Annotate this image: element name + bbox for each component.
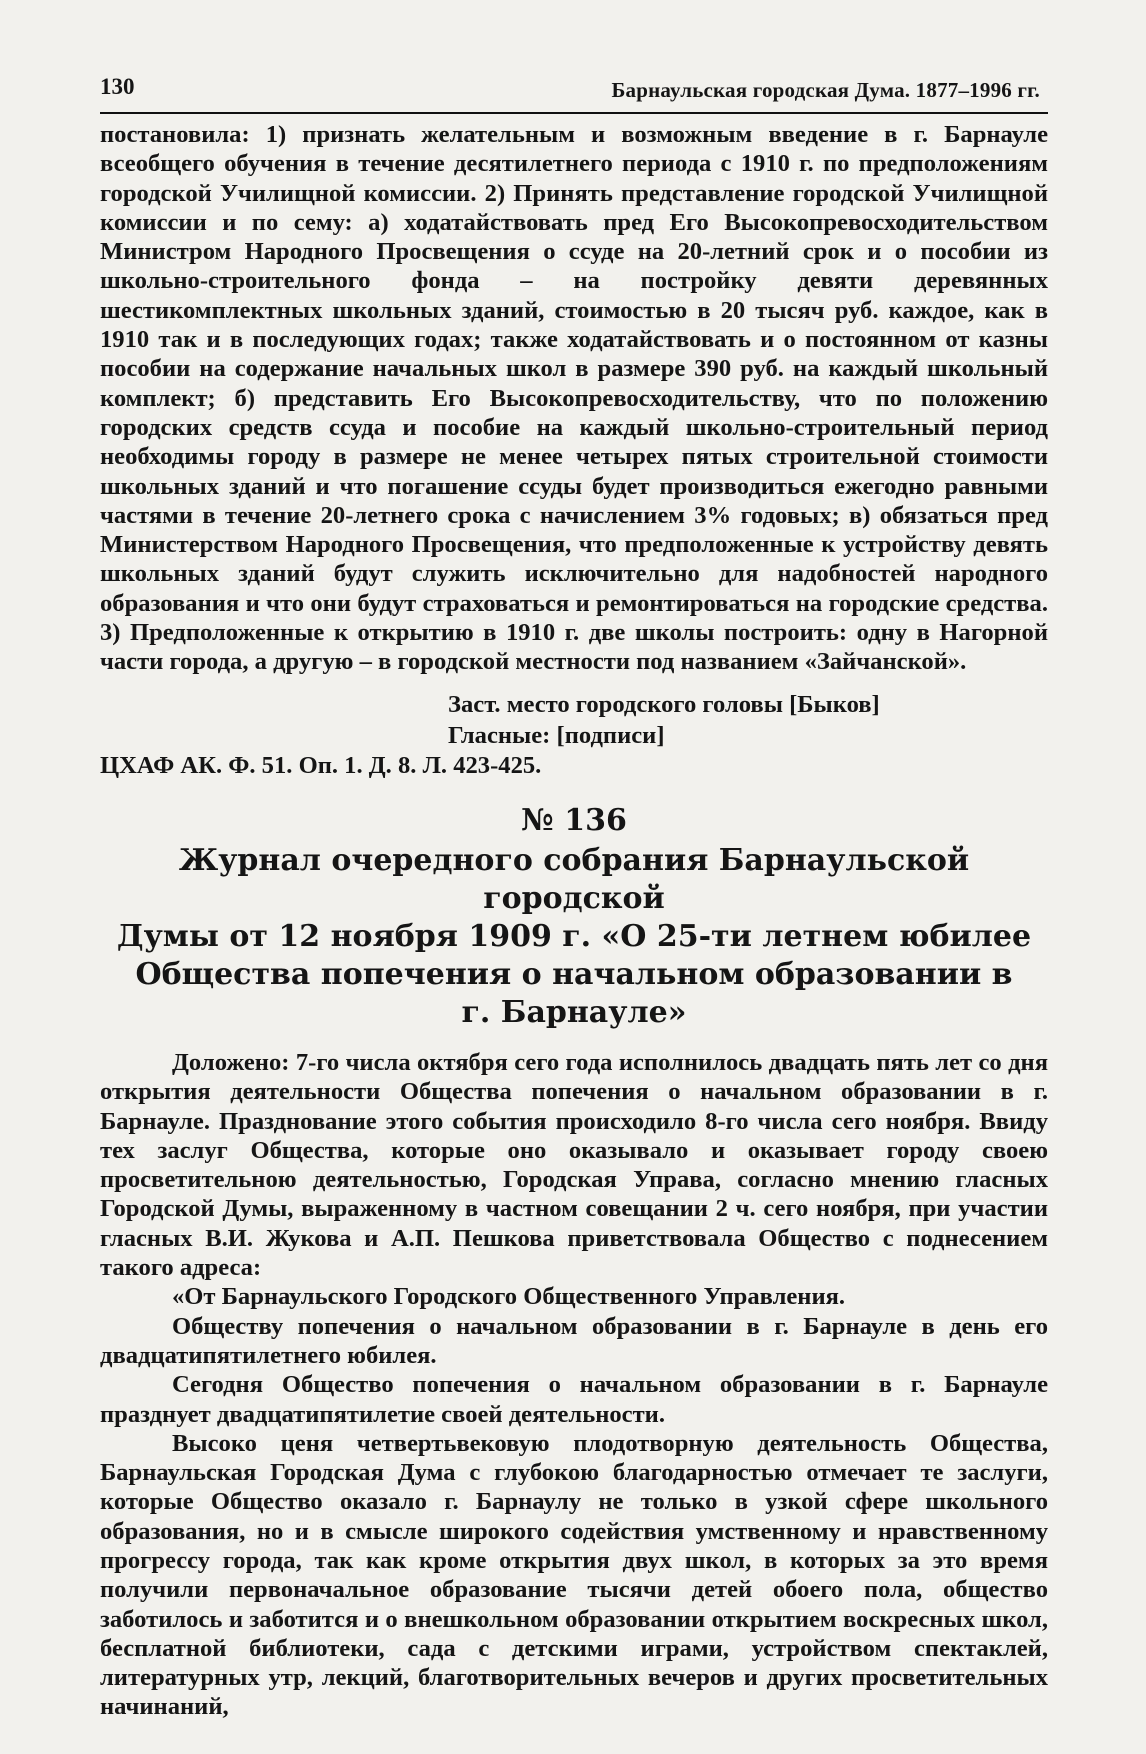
book-page: [100, 40, 1048, 1740]
page-number: 130: [100, 74, 135, 99]
document-title-line-4: г. Барнауле»: [461, 994, 687, 1030]
document-title-line-3: Общества попечения о начальном образовании в: [135, 956, 1013, 992]
address-celebration: Сегодня Общество попечения о начальном образовании в г. Барнауле празднует двадцатипятилетие своей деятельности.: [100, 1371, 1048, 1428]
report-paragraph: Доложено: 7-го числа октября сего года исполнилось двадцать пять лет со дня открытия деятельности Общества попечения о начальном образовании в г. Барнауле. Празднование этого события происходило 8-го числа сего ноября. Ввиду тех заслуг Общества, которые оно оказывало и оказывает городу своею просветительною деятельностью, Городская Управа, согласно мнению гласных Городской Думы, выраженному в частном совещании 2 ч. сего ноября, при участии гласных В.И. Жукова и А.П. Пешкова приветствовала Общество с поднесением такого адреса:: [100, 1048, 1048, 1282]
councilors-signature: Гласные: [подписи]: [448, 721, 665, 749]
journal-content: [100, 1048, 1048, 1722]
document-heading: [100, 802, 1048, 1032]
signature-block: [448, 689, 1048, 751]
document-title-line-1: Журнал очередного собрания Барнаульской городской: [178, 842, 970, 916]
address-recipient: Обществу попечения о начальном образовании в г. Барнауле в день его двадцатипятилетнего юбилея.: [100, 1312, 1048, 1369]
document-number: № 136: [521, 802, 627, 838]
page-header: [100, 64, 1048, 114]
document-body: [100, 120, 1048, 1722]
deputy-mayor-signature: Заст. место городского головы [Быков]: [448, 690, 880, 718]
address-opening: «От Барнаульского Городского Общественного Управления.: [172, 1283, 846, 1311]
resolution-paragraph: постановила: 1) признать желательным и возможным введение в г. Барнауле всеобщего обучения в течение десятилетнего периода с 1910 г. по предположениям городской Училищной комиссии. 2) Принять представление городской Училищной комиссии и по сему: а) ходатайствовать пред Его Высокопревосходительством Министром Народного Просвещения о ссуде на 20-летний срок и о пособии из школьно-строительного фонда – на постройку девяти деревянных шестикомплектных школьных зданий, стоимостью в 20 тысяч руб. каждое, как в 1910 так и в последующих годах; также ходатайствовать и о постоянном от казны пособии на содержание начальных школ в размере 390 руб. на каждый школьный комплект; б) представить Его Высокопревосходительству, что по положению городских средств ссуда и пособие на каждый школьно-строительный период необходимы городу в размере не менее четырех пятых строительной стоимости школьных зданий и что погашение ссуды будет производиться ежегодно равными частями в течение 20-летнего срока с начислением 3% годовых; в) обязаться пред Министерством Народного Просвещения, что предположенные к устройству девять школьных зданий будут служить исключительно для надобностей народного образования и что они будут страховаться и ремонтироваться на городские средства. 3) Предположенные к открытию в 1910 г. две школы построить: одну в Нагорной части города, а другую – в городской местности под названием «Зайчанской».: [100, 121, 1048, 676]
document-title-line-2: Думы от 12 ноября 1909 г. «О 25-ти летнем юбилее: [116, 918, 1032, 954]
running-title: Барнаульская городская Дума. 1877–1996 гг.: [611, 78, 1040, 102]
address-merits: Высоко ценя четвертьвековую плодотворную деятельность Общества, Барнаульская Городская Дума с глубокою благодарностью отмечает те заслуги, которые Общество оказало г. Барнаулу не только в узкой сфере школьного образования, но и в смысле широкого содействия умственному и нравственному прогрессу города, так как кроме открытия двух школ, в которых за это время получили первоначальное образование тысячи детей обоего пола, общество заботилось и заботится и о внешкольном образовании открытием воскресных школ, бесплатной библиотеки, сада с детскими играми, устройством спектаклей, литературных утр, лекций, благотворительных вечеров и других просветительных начинаний,: [100, 1429, 1048, 1721]
archive-reference: ЦХАФ АК. Ф. 51. Оп. 1. Д. 8. Л. 423-425.: [100, 751, 542, 779]
